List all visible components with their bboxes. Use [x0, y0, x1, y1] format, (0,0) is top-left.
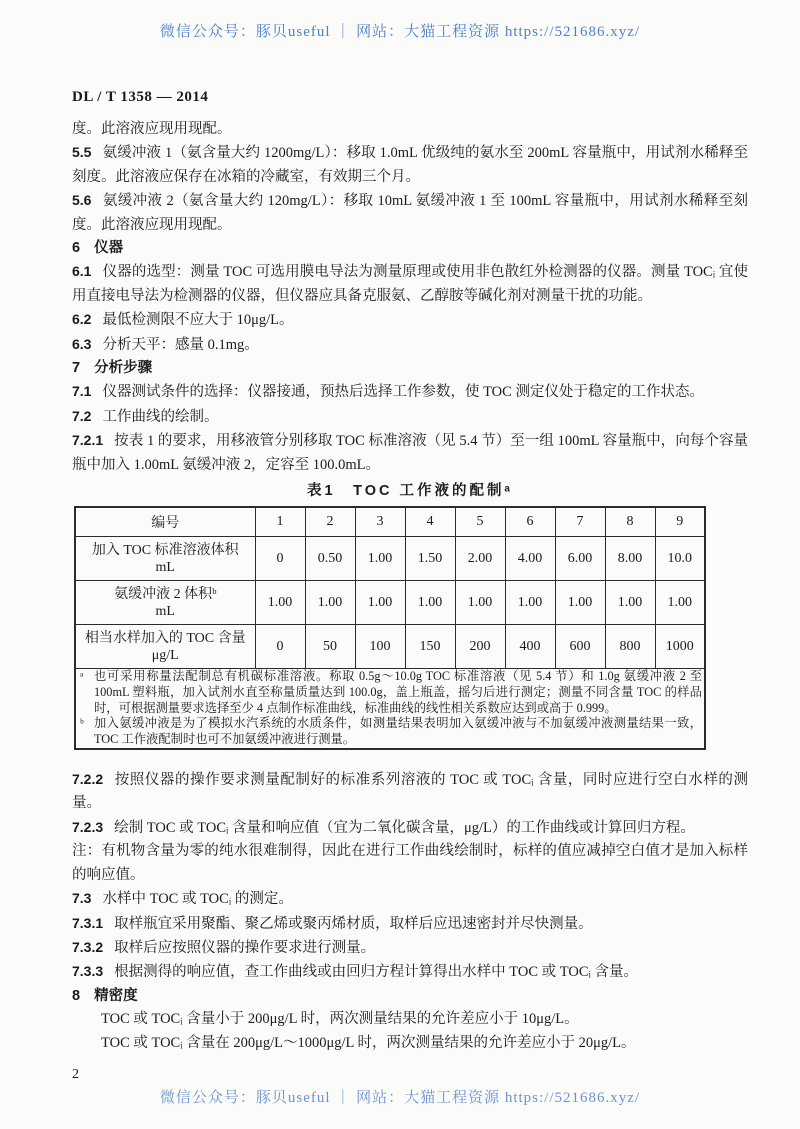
clause-text: 仪器测试条件的选择：仪器接通，预热后选择工作参数，使 TOC 测定仪处于稳定的工作状态。 [102, 384, 704, 401]
clause-7-3 [72, 887, 748, 911]
table-cell: 100 [355, 625, 405, 669]
table-header-cell: 7 [555, 507, 605, 537]
table-header-cell: 3 [355, 507, 405, 537]
clause-5-6 [72, 189, 748, 237]
table-cell: 1.50 [405, 537, 455, 581]
footnote-text: 加入氨缓冲液是为了模拟水汽系统的水质条件，如测量结果表明加入氨缓冲液与不加氨缓冲液测量结果一致，TOC 工作液配制时也可不加氨缓冲液进行测量。 [94, 716, 702, 747]
table-cell: 600 [555, 625, 605, 669]
clause-number: 7.2.3 [72, 818, 104, 835]
clause-number: 6.3 [72, 335, 92, 352]
table-header-cell: 4 [405, 507, 455, 537]
clause-number: 5.5 [72, 144, 92, 161]
clause-6-2 [72, 308, 748, 332]
table-cell: 2.00 [455, 537, 505, 581]
clause-number: 6.2 [72, 311, 92, 328]
clause-number: 7.3.3 [72, 963, 104, 980]
row-label: 加入 TOC 标准溶液体积 [91, 542, 239, 558]
precision-paragraph-1: TOC 或 TOCᵢ 含量小于 200μg/L 时，两次测量结果的允许差应小于 10μg/L。 [101, 1011, 579, 1028]
table-cell: 0 [255, 537, 305, 581]
clause-text: 水样中 TOC 或 TOCᵢ 的测定。 [102, 891, 293, 908]
table-footnotes [75, 669, 705, 749]
footnote-text: 也可采用称量法配制总有机碳标准溶液。称取 0.5g～10.0g TOC 标准溶液（见 5.4 节）和 1.0g 氨缓冲液 2 至 100mL 塑料瓶，加入试剂水直至称量质量达到 100.0g，盖上瓶盖，摇匀后进行测定；测量不同含量 TOC 的样品时，可根据测量要求选择至少 4 点制作标准曲线，标准曲线的线性相关系数应达到或高于 0.999。 [94, 669, 702, 715]
table-cell: 1.00 [505, 581, 555, 625]
footnote-marker: ᵃ [80, 669, 84, 684]
clause-number: 7.3.2 [72, 938, 104, 955]
row-unit: mL [155, 603, 175, 619]
table-cell: 8.00 [605, 537, 655, 581]
table-header-cell: 8 [605, 507, 655, 537]
table-cell: 200 [455, 625, 505, 669]
section-title: 仪器 [94, 240, 124, 257]
section-6-heading [72, 237, 748, 260]
row-label: 相当水样加入的 TOC 含量 [84, 630, 246, 646]
watermark-top: 微信公众号：豚贝useful ｜ 网站：大猫工程资源 https://521686.xyz/ [159, 24, 641, 40]
clause-text: 仪器的选型：测量 TOC 可选用膜电导法为测量原理或使用非色散红外检测器的仪器。测量 TOCᵢ 宜使用直接电导法为检测器的仪器，但仪器应具备克服氨、乙醇胺等碱化剂对测量干扰的功能。 [72, 264, 748, 304]
table-header-cell: 2 [305, 507, 355, 537]
table-cell: 800 [605, 625, 655, 669]
table-header-cell: 编号 [75, 507, 255, 537]
footnote-b [78, 716, 702, 748]
clause-number: 7.1 [72, 383, 92, 400]
table-header-cell: 9 [655, 507, 705, 537]
section-number: 7 [72, 360, 81, 377]
table-cell: 1.00 [455, 581, 505, 625]
clause-number: 7.2 [72, 407, 92, 424]
note-paragraph: 注：有机物含量为零的纯水很难制得，因此在进行工作曲线绘制时，标样的值应减掉空白值才是加入标样的响应值。 [72, 843, 748, 883]
standard-number: DL / T 1358 — 2014 [72, 89, 209, 105]
table-cell: 1.00 [355, 537, 405, 581]
row-label-cell [75, 537, 255, 581]
table-cell: 1.00 [355, 581, 405, 625]
table-cell: 4.00 [505, 537, 555, 581]
clause-text: 工作曲线的绘制。 [102, 408, 219, 425]
clause-text: 按表 1 的要求，用移液管分别移取 TOC 标准溶液（见 5.4 节）至一组 100mL 容量瓶中，向每个容量瓶中加入 1.00mL 氨缓冲液 2，定容至 100.0mL。 [72, 433, 748, 473]
row-label-cell [75, 625, 255, 669]
clause-text: 按照仪器的操作要求测量配制好的标准系列溶液的 TOC 或 TOCᵢ 含量，同时应进行空白水样的测量。 [72, 772, 748, 812]
clause-5-5 [72, 141, 748, 189]
clause-number: 7.2.2 [72, 771, 104, 788]
watermark-bottom: 微信公众号：豚贝useful ｜ 网站：大猫工程资源 https://521686.xyz/ [159, 1090, 641, 1106]
clause-6-1 [72, 260, 748, 308]
clause-text: 取样瓶宜采用聚酯、聚乙烯或聚丙烯材质，取样后应迅速密封并尽快测量。 [114, 915, 593, 932]
table-cell: 1.00 [305, 581, 355, 625]
table-cell: 0.50 [305, 537, 355, 581]
section-title: 精密度 [94, 987, 138, 1004]
table-1 [74, 506, 706, 750]
clause-text: 取样后应按照仪器的操作要求进行测量。 [114, 939, 376, 956]
clause-7-3-2 [72, 936, 748, 960]
row-label: 氨缓冲液 2 体积ᵇ [114, 586, 217, 602]
clause-6-3 [72, 333, 748, 357]
footnote-a [78, 669, 702, 716]
clause-number: 7.3.1 [72, 914, 104, 931]
section-number: 6 [72, 240, 81, 257]
page-content [72, 88, 748, 1083]
table-cell: 50 [305, 625, 355, 669]
clause-text: 根据测得的响应值，查工作曲线或由回归方程计算得出水样中 TOC 或 TOCᵢ 含量。 [114, 964, 638, 981]
table-header-cell: 1 [255, 507, 305, 537]
clause-7-3-1 [72, 912, 748, 936]
table-row [75, 537, 705, 581]
precision-paragraph-2: TOC 或 TOCᵢ 含量在 200μg/L～1000μg/L 时，两次测量结果的允许差应小于 20μg/L。 [101, 1034, 636, 1051]
page-number: 2 [72, 1066, 79, 1082]
clause-number: 7.2.1 [72, 432, 104, 449]
table-cell: 1.00 [405, 581, 455, 625]
section-7-heading [72, 357, 748, 380]
table-cell: 0 [255, 625, 305, 669]
clause-number: 6.1 [72, 263, 92, 280]
table-1-caption: 表1 TOC 工作液的配制ᵃ [307, 483, 513, 500]
section-8-heading [72, 985, 748, 1008]
table-cell: 1.00 [255, 581, 305, 625]
clause-text: 氨缓冲液 2（氨含量大约 120mg/L）：移取 10mL 氨缓冲液 1 至 100mL 容量瓶中，用试剂水稀释至刻度。此溶液应现用现配。 [72, 193, 748, 233]
clause-text: 最低检测限不应大于 10μg/L。 [102, 312, 294, 329]
table-cell: 1.00 [605, 581, 655, 625]
clause-text: 分析天平：感量 0.1mg。 [102, 336, 259, 353]
clause-7-2-1 [72, 429, 748, 477]
table-cell: 1000 [655, 625, 705, 669]
table-header-row [75, 507, 705, 537]
clause-7-2-3 [72, 816, 748, 840]
row-unit: mL [155, 559, 175, 575]
row-label-cell [75, 581, 255, 625]
clause-number: 5.6 [72, 192, 92, 209]
clause-7-2-2 [72, 768, 748, 816]
table-header-cell: 5 [455, 507, 505, 537]
clause-text: 绘制 TOC 或 TOCᵢ 含量和响应值（宜为二氧化碳含量，μg/L）的工作曲线或计算回归方程。 [114, 819, 695, 836]
clause-7-2 [72, 405, 748, 429]
clause-number: 7.3 [72, 890, 92, 907]
table-cell: 150 [405, 625, 455, 669]
table-cell: 10.0 [655, 537, 705, 581]
paragraph-continuation [72, 118, 748, 141]
table-footnote-row [75, 669, 705, 749]
clause-7-1 [72, 380, 748, 404]
table-header-cell: 6 [505, 507, 555, 537]
section-title: 分析步骤 [94, 360, 153, 377]
table-cell: 400 [505, 625, 555, 669]
footnote-marker: ᵇ [80, 716, 84, 731]
table-row [75, 581, 705, 625]
section-number: 8 [72, 987, 81, 1004]
table-cell: 1.00 [655, 581, 705, 625]
paragraph-text: 度。此溶液应现用现配。 [72, 121, 232, 137]
table-cell: 6.00 [555, 537, 605, 581]
row-unit: μg/L [151, 647, 179, 663]
clause-text: 氨缓冲液 1（氨含量大约 1200mg/L）：移取 1.0mL 优级纯的氨水至 200mL 容量瓶中，用试剂水稀释至刻度。此溶液应保存在冰箱的冷藏室，有效期三个月。 [72, 145, 748, 185]
table-row [75, 625, 705, 669]
table-cell: 1.00 [555, 581, 605, 625]
clause-7-3-3 [72, 960, 748, 984]
